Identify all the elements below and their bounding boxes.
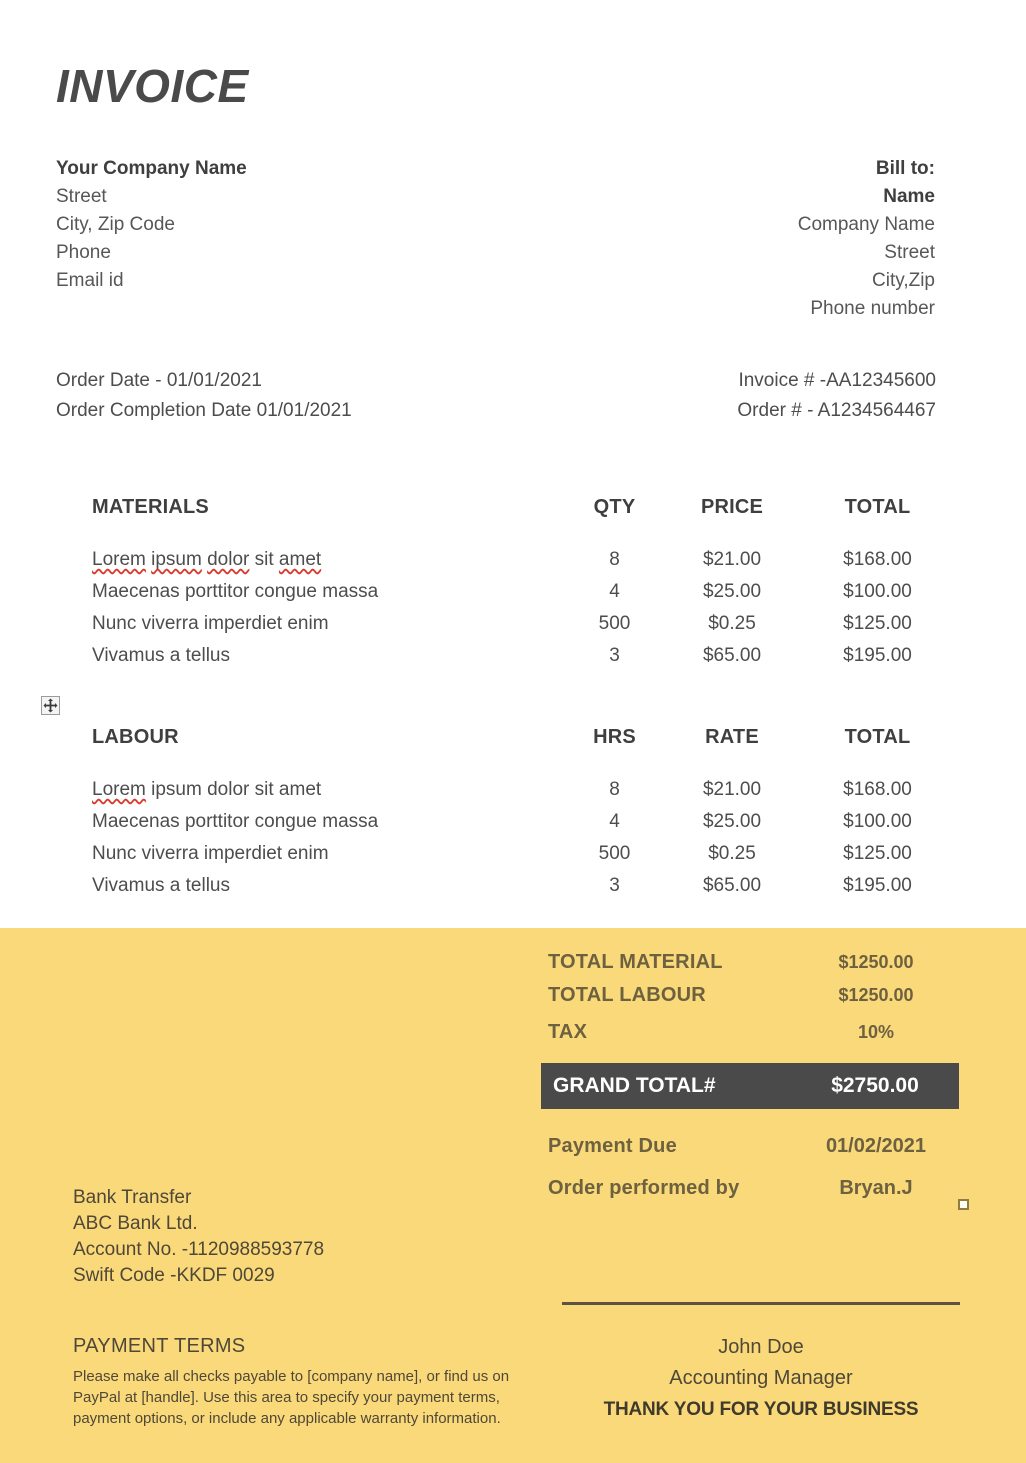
order-date: Order Date - 01/01/2021 (56, 370, 262, 391)
payment-terms-body: Please make all checks payable to [company name], or find us on PayPal at [handle]. Use this area to specify your payment terms, payment options, or include any applicable warranty information. (73, 1368, 510, 1427)
payment-due-row (548, 1125, 959, 1167)
misspelled-word: Lorem (92, 549, 146, 570)
bill-to-name: Name (883, 186, 935, 207)
tax-row (548, 1012, 959, 1052)
misspelled-word: ipsum (151, 549, 202, 570)
item-price: $0.25 (708, 613, 756, 634)
item-description-misspelled-word (92, 779, 321, 800)
item-qty: 8 (609, 549, 620, 570)
bank-account-number: Account No. -1120988593778 (73, 1239, 325, 1260)
table-row (92, 875, 958, 907)
item-description (92, 549, 321, 570)
item-total: $100.00 (843, 811, 912, 832)
item-total: $125.00 (843, 613, 912, 634)
item-rate: $25.00 (702, 811, 762, 832)
sender-street: Street (56, 186, 107, 207)
tax-label: TAX (548, 1020, 588, 1043)
grand-total-value: $2750.00 (831, 1074, 919, 1097)
bill-to-heading: Bill to: (875, 158, 935, 179)
signature-divider (562, 1302, 960, 1305)
sender-address-block (56, 155, 247, 295)
materials-header-description: MATERIALS (92, 496, 209, 518)
table-move-handle-icon[interactable] (41, 696, 60, 715)
total-material-row (548, 946, 959, 979)
materials-table (92, 496, 958, 677)
table-resize-handle-icon[interactable] (958, 1199, 969, 1210)
invoice-number: Invoice # -AA12345600 (738, 370, 936, 391)
item-hrs: 8 (609, 779, 620, 800)
sender-company-name: Your Company Name (56, 158, 247, 179)
item-rate: $0.25 (708, 843, 756, 864)
grand-total-label: GRAND TOTAL# (553, 1074, 716, 1097)
materials-header-price: PRICE (700, 496, 764, 518)
order-completion-date: Order Completion Date 01/01/2021 (56, 400, 352, 421)
bill-to-city-zip: City,Zip (872, 270, 935, 291)
payment-terms-block (73, 1335, 553, 1429)
materials-header-qty: QTY (593, 496, 636, 518)
item-total: $125.00 (843, 843, 912, 864)
item-qty: 4 (609, 581, 620, 602)
item-description: Maecenas porttitor congue massa (92, 811, 379, 832)
bank-details-block (73, 1185, 324, 1289)
item-qty: 500 (598, 613, 631, 634)
labour-table (92, 726, 958, 907)
labour-header-hrs: HRS (593, 726, 636, 748)
order-performed-by-label: Order performed by (548, 1176, 740, 1199)
labour-header-rate: RATE (705, 726, 759, 748)
item-total: $100.00 (843, 581, 912, 602)
item-description (92, 779, 321, 800)
bill-to-block (798, 155, 935, 323)
total-material-value: $1250.00 (838, 952, 914, 972)
item-hrs: 4 (609, 811, 620, 832)
grand-total-bar (541, 1063, 959, 1109)
labour-header-total: TOTAL (844, 726, 911, 748)
labour-header-description: LABOUR (92, 726, 179, 748)
table-row (92, 843, 958, 875)
item-price: $65.00 (702, 645, 762, 666)
item-total: $195.00 (843, 875, 912, 896)
item-description: Nunc viverra imperdiet enim (92, 613, 329, 634)
table-row (92, 613, 958, 645)
signature-block (562, 1332, 960, 1425)
bill-to-street: Street (884, 242, 935, 263)
item-hrs: 3 (609, 875, 620, 896)
bank-swift-code: Swift Code -KKDF 0029 (73, 1265, 275, 1286)
item-total: $195.00 (843, 645, 912, 666)
table-row (92, 811, 958, 843)
totals-summary-table (548, 946, 959, 1052)
word: amet (278, 779, 322, 800)
item-description: Maecenas porttitor congue massa (92, 581, 379, 602)
word: ipsum (151, 779, 202, 800)
thank-you-message: THANK YOU FOR YOUR BUSINESS (603, 1399, 919, 1420)
item-qty: 3 (609, 645, 620, 666)
item-description: Nunc viverra imperdiet enim (92, 843, 329, 864)
item-total: $168.00 (843, 779, 912, 800)
word: sit (254, 549, 274, 570)
item-rate: $21.00 (702, 779, 762, 800)
word: dolor (207, 779, 250, 800)
signatory-role: Accounting Manager (669, 1367, 853, 1389)
total-labour-row (548, 979, 959, 1012)
total-labour-label: TOTAL LABOUR (548, 984, 706, 1006)
tax-value: 10% (857, 1021, 895, 1042)
item-rate: $65.00 (702, 875, 762, 896)
sender-phone: Phone (56, 242, 111, 263)
bill-to-company: Company Name (797, 214, 935, 235)
table-row (92, 779, 958, 811)
payment-details-table (548, 1125, 959, 1209)
table-row (92, 549, 958, 581)
payment-due-value: 01/02/2021 (825, 1134, 927, 1157)
materials-header-total: TOTAL (844, 496, 911, 518)
order-performed-by-row (548, 1167, 959, 1209)
misspelled-word: dolor (207, 549, 250, 570)
word: sit (254, 779, 274, 800)
total-labour-value: $1250.00 (838, 985, 914, 1005)
page-title: INVOICE (56, 60, 249, 112)
bill-to-phone: Phone number (810, 298, 935, 319)
bank-name: ABC Bank Ltd. (73, 1213, 198, 1234)
total-material-label: TOTAL MATERIAL (548, 951, 723, 973)
item-description: Vivamus a tellus (92, 875, 230, 896)
bank-transfer-label: Bank Transfer (73, 1187, 192, 1208)
table-header-row (92, 496, 958, 549)
payment-due-label: Payment Due (548, 1134, 677, 1157)
table-row (92, 645, 958, 677)
signatory-name: John Doe (718, 1336, 804, 1358)
item-hrs: 500 (598, 843, 631, 864)
item-total: $168.00 (843, 549, 912, 570)
order-meta-left (56, 366, 352, 426)
order-performed-by-value: Bryan.J (839, 1176, 913, 1199)
misspelled-word: Lorem (92, 779, 146, 800)
sender-city-zip: City, Zip Code (56, 214, 175, 235)
order-meta-right (737, 366, 936, 426)
order-number: Order # - A1234564467 (737, 400, 936, 421)
item-price: $21.00 (702, 549, 762, 570)
table-row (92, 581, 958, 613)
misspelled-word: amet (278, 549, 322, 570)
payment-terms-title: PAYMENT TERMS (73, 1335, 246, 1357)
sender-email: Email id (56, 270, 124, 291)
table-header-row (92, 726, 958, 779)
item-price: $25.00 (702, 581, 762, 602)
item-description: Vivamus a tellus (92, 645, 230, 666)
